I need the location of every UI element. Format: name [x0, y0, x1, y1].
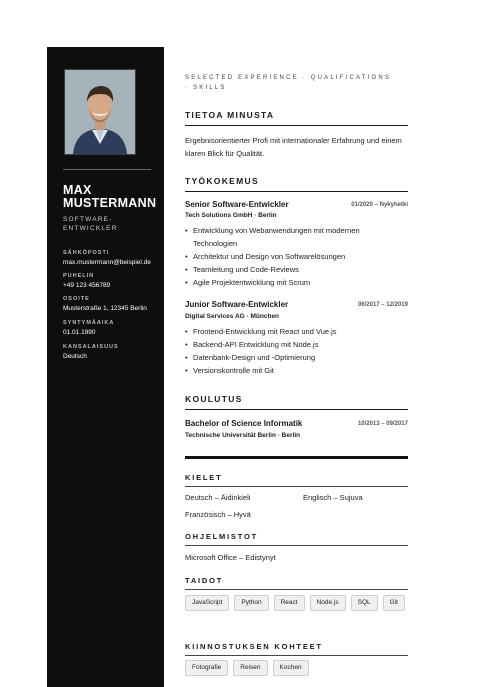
education-title: KOULUTUS [185, 394, 408, 410]
job-title: Junior Software-Entwickler [185, 300, 289, 309]
school-name: Technische Universität Berlin · Berlin [185, 432, 301, 439]
job-company: Digital Services AG · München [185, 313, 280, 320]
language-item: Englisch – Sujuva [303, 493, 363, 502]
interests-title: KIINNOSTUKSEN KOHTEET [185, 642, 408, 656]
email-value: max.mustermann@beispiel.de [63, 259, 151, 266]
list-item: • Frontend-Entwicklung mit React und Vue.js [185, 326, 400, 339]
section-divider [185, 456, 408, 459]
skill-tag: React [274, 595, 305, 611]
skills-title: TAIDOT [185, 576, 408, 590]
birthdate-value: 01.01.1990 [63, 329, 96, 336]
interest-tag: Reisen [233, 660, 267, 676]
job-company: Tech Solutions GmbH · Berlin [185, 212, 277, 219]
phone-value: +49 123 456789 [63, 282, 111, 289]
list-item: • Datenbank-Design und -Optimierung [185, 352, 400, 365]
degree-title: Bachelor of Science Informatik [185, 419, 303, 428]
skills-tags [185, 595, 408, 611]
profile-photo [64, 69, 136, 155]
skill-tag: SQL [351, 595, 378, 611]
job-date: 01/2020 – Nykyhetki [351, 202, 408, 208]
software-title: OHJELMISTOT [185, 532, 408, 546]
list-item: • Agile Projektentwicklung mit Scrum [185, 277, 400, 290]
job-date: 06/2017 – 12/2019 [357, 302, 408, 308]
skill-tag: Python [234, 595, 268, 611]
sidebar [47, 47, 164, 687]
sidebar-divider [63, 169, 151, 170]
job-bullets [185, 225, 400, 290]
list-item: • Architektur und Design von Softwarelösungen [185, 251, 400, 264]
language-item: Französisch – Hyvä [185, 510, 251, 519]
main-content [164, 47, 433, 687]
languages-title: KIELET [185, 473, 408, 487]
list-item: • Teamleitung und Code-Reviews [185, 264, 400, 277]
birthdate-label: SYNTYMÄAIKA [63, 320, 115, 326]
skill-tag: JavaScript [185, 595, 229, 611]
job-bullets [185, 326, 400, 378]
list-item: • Backend-API Entwicklung mit Node.js [185, 339, 400, 352]
phone-label: PUHELIN [63, 273, 95, 279]
experience-title: TYÖKOKEMUS [185, 176, 408, 192]
address-label: OSOITE [63, 296, 90, 302]
job-title: Senior Software-Entwickler [185, 200, 289, 209]
address-value: Musterstraße 1, 12345 Berlin [63, 305, 147, 312]
email-label: SÄHKÖPOSTI [63, 250, 110, 256]
interest-tag: Fotografie [185, 660, 228, 676]
candidate-role: SOFTWARE-ENTWICKLER [63, 216, 118, 232]
education-date: 10/2013 – 09/2017 [357, 421, 408, 427]
nationality-value: Deutsch [63, 353, 87, 360]
interests-tags [185, 660, 408, 676]
about-text: Ergebnisorientierter Profi mit internationaler Erfahrung und einem klaren Blick für Qualität. [185, 136, 402, 158]
skill-tag: Node.js [310, 595, 346, 611]
nationality-label: KANSALAISUUS [63, 344, 119, 350]
list-item: • Versionskontrolle mit Git [185, 365, 400, 378]
list-item: • Entwicklung von Webanwendungen mit modernen Technologien [185, 225, 400, 251]
about-title: TIETOA MINUSTA [185, 110, 408, 126]
header-kicker: SELECTED EXPERIENCE · QUALIFICATIONS · SKILLS [185, 75, 392, 91]
skill-tag: Git [383, 595, 405, 611]
candidate-name: MAX MUSTERMANN [63, 183, 157, 210]
resume-page [47, 47, 433, 687]
software-item: Microsoft Office – Edistynyt [185, 553, 276, 562]
interest-tag: Kochen [273, 660, 309, 676]
language-item: Deutsch – Äidinkieli [185, 493, 251, 502]
portrait-image [65, 70, 135, 154]
